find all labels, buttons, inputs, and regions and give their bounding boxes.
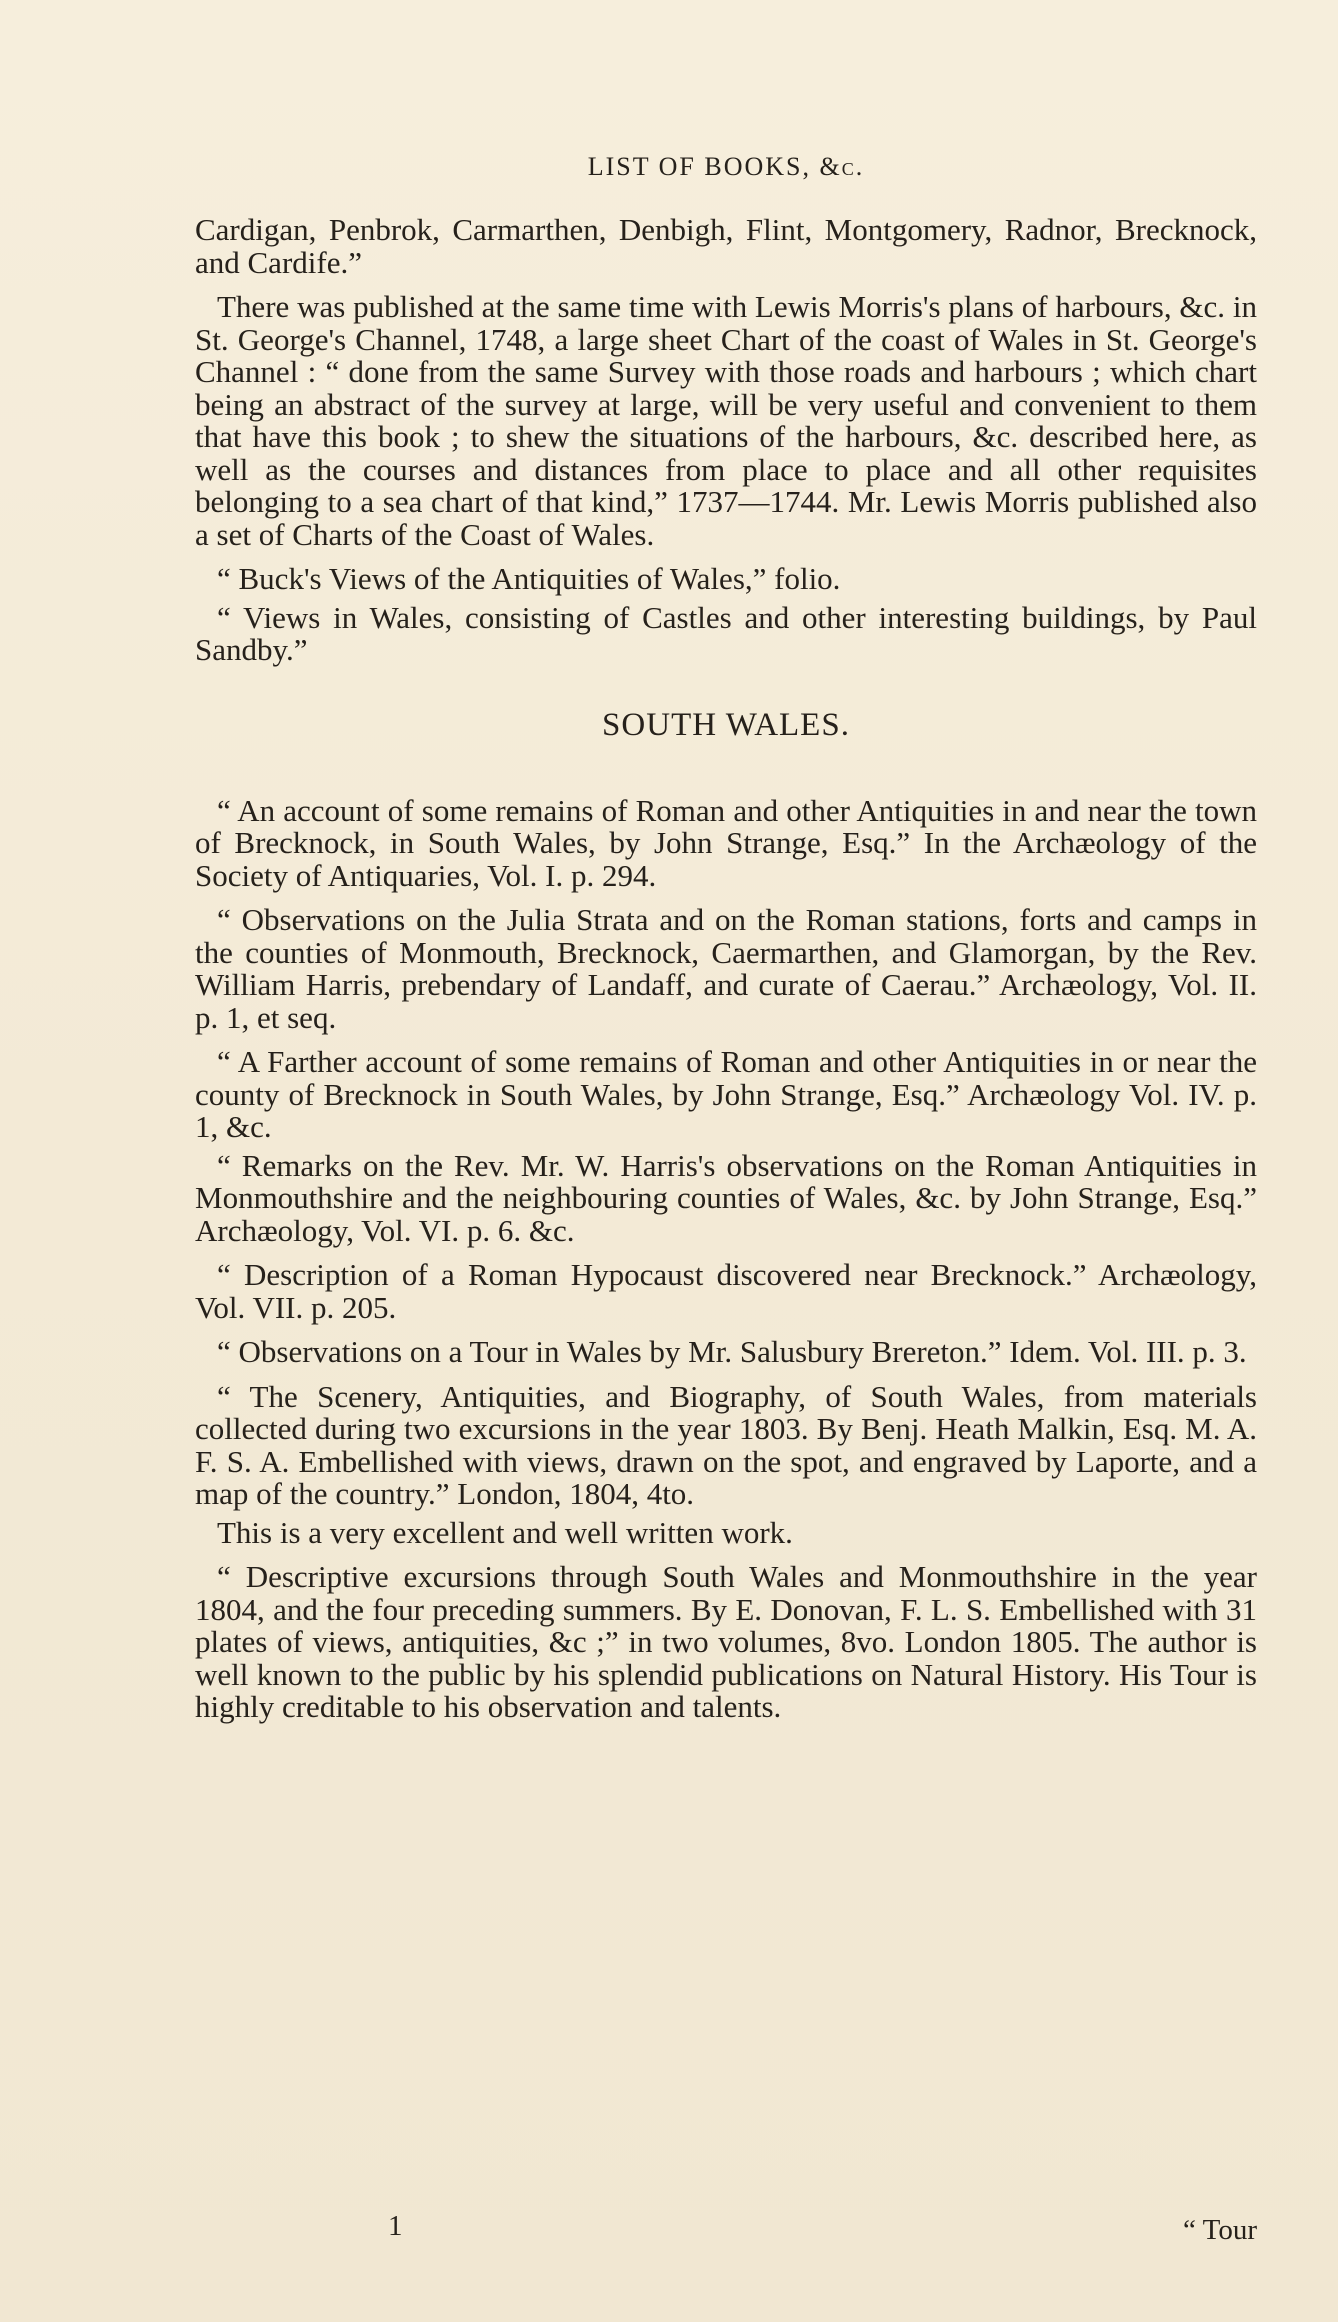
paragraph: “ Remarks on the Rev. Mr. W. Harris's observations on the Roman Antiquities in Monmouthshire and the neighbouring counties of Wales, &c. by John Strange, Esq.” Archæology, Vol. VI. p. 6. &c.: [195, 1147, 1257, 1248]
paragraph: There was published at the same time with Lewis Morris's plans of harbours, &c. in St. George's Channel, 1748, a large sheet Chart of the coast of Wales in St. George's Channel : “ done from the same Survey with those roads and harbours ; which chart being an abstract of the survey at large, will be very useful and convenient to them that have this book ; to shew the situations of the harbours, &c. described here, as well as the courses and distances from place to place and all other requisites belonging to a sea chart of that kind,” 1737—1744. Mr. Lewis Morris published also a set of Charts of the Coast of Wales.: [195, 289, 1257, 552]
paragraph: “ Descriptive excursions through South Wales and Monmouthshire in the year 1804, and the four preceding summers. By E. Donovan, F. L. S. Embellished with 31 plates of views, antiquities, &c ;” in two volumes, 8vo. London 1805. The author is well known to the public by his splendid publications on Natural History. His Tour is highly creditable to his observation and talents.: [195, 1559, 1257, 1724]
paragraph: “ Views in Wales, consisting of Castles and other interesting buildings, by Paul Sandby.”: [195, 599, 1257, 667]
paragraph: “ A Farther account of some remains of Roman and other Antiquities in or near the county of Brecknock in South Wales, by John Strange, Esq.” Archæology Vol. IV. p. 1, &c.: [195, 1044, 1257, 1144]
paragraph: “ The Scenery, Antiquities, and Biography, of South Wales, from materials collected during two excursions in the year 1803. By Benj. Heath Malkin, Esq. M. A. F. S. A. Embellished with views, drawn on the spot, and engraved by Laporte, and a map of the country.” London, 1804, 4to.: [195, 1378, 1257, 1511]
paragraph: “ Description of a Roman Hypocaust discovered near Brecknock.” Archæology, Vol. VII. p. 205.: [195, 1257, 1257, 1325]
catchword: “ Tour: [1183, 2214, 1257, 2246]
signature-mark: 1: [388, 2210, 403, 2242]
paragraph: “ Buck's Views of the Antiquities of Wales,” folio.: [217, 561, 841, 596]
paragraph: “ Observations on a Tour in Wales by Mr. Salusbury Brereton.” Idem. Vol. III. p. 3.: [217, 1334, 1247, 1369]
paragraph: This is a very excellent and well written work.: [217, 1514, 793, 1550]
paragraph: “ An account of some remains of Roman and other Antiquities in and near the town of Brecknock, in South Wales, by John Strange, Esq.” In the Archæology of the Society of Antiquaries, Vol. I. p. 294.: [195, 792, 1257, 893]
paragraph: “ Observations on the Julia Strata and on the Roman stations, forts and camps in the counties of Monmouth, Brecknock, Caermarthen, and Glamorgan, by the Rev. William Harris, prebendary of Landaff, and curate of Caerau.” Archæology, Vol. II. p. 1, et seq.: [195, 902, 1257, 1035]
paragraph: Cardigan, Penbrok, Carmarthen, Denbigh, Flint, Montgomery, Radnor, Brecknock, and Cardife.”: [195, 212, 1257, 280]
running-head: LIST OF BOOKS, &c.: [587, 152, 865, 181]
page-text: [195, 150, 1257, 1736]
section-heading: SOUTH WALES.: [602, 706, 850, 743]
page-footer: [195, 2210, 1257, 2250]
